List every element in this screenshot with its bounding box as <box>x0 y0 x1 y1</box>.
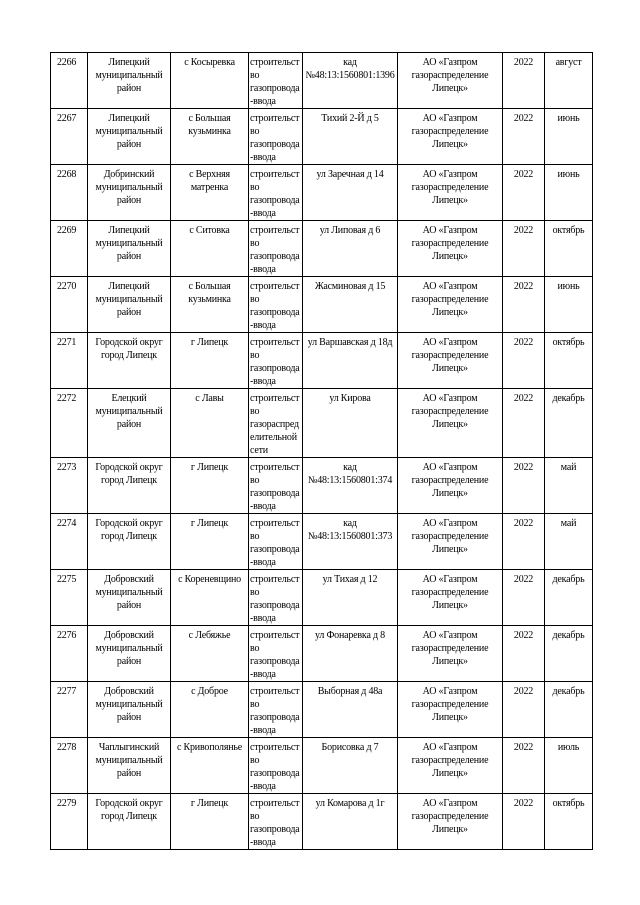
district-cell: Елецкий муниципальный район <box>88 389 171 458</box>
row-number: 2270 <box>51 277 88 333</box>
district-cell: Добровский муниципальный район <box>88 570 171 626</box>
address-cell: кад №48:13:1560801:374 <box>303 458 398 514</box>
settlement-cell: с Кореневщино <box>171 570 249 626</box>
work-cell: строительство газопровода-ввода <box>249 53 303 109</box>
district-cell: Добровский муниципальный район <box>88 682 171 738</box>
settlement-cell: г Липецк <box>171 794 249 850</box>
year-cell: 2022 <box>503 53 545 109</box>
organization-cell: АО «Газпром газораспределение Липецк» <box>398 109 503 165</box>
organization-cell: АО «Газпром газораспределение Липецк» <box>398 626 503 682</box>
table-row <box>51 277 593 333</box>
year-cell: 2022 <box>503 682 545 738</box>
address-cell: Тихий 2-Й д 5 <box>303 109 398 165</box>
month-cell: июнь <box>545 109 593 165</box>
work-cell: строительство газопровода-ввода <box>249 458 303 514</box>
organization-cell: АО «Газпром газораспределение Липецк» <box>398 277 503 333</box>
work-cell: строительство газопровода-ввода <box>249 277 303 333</box>
row-number: 2268 <box>51 165 88 221</box>
settlement-cell: с Ситовка <box>171 221 249 277</box>
work-cell: строительство газопровода-ввода <box>249 682 303 738</box>
row-number: 2276 <box>51 626 88 682</box>
settlement-cell: с Верхняя матренка <box>171 165 249 221</box>
work-cell: строительство газопровода-ввода <box>249 570 303 626</box>
table-row <box>51 514 593 570</box>
table-body <box>51 53 593 850</box>
organization-cell: АО «Газпром газораспределение Липецк» <box>398 738 503 794</box>
address-cell: ул Варшавская д 18д <box>303 333 398 389</box>
organization-cell: АО «Газпром газораспределение Липецк» <box>398 794 503 850</box>
year-cell: 2022 <box>503 570 545 626</box>
row-number: 2275 <box>51 570 88 626</box>
settlement-cell: с Кривополянье <box>171 738 249 794</box>
month-cell: декабрь <box>545 682 593 738</box>
row-number: 2273 <box>51 458 88 514</box>
district-cell: Городской округ город Липецк <box>88 333 171 389</box>
settlement-cell: с Доброе <box>171 682 249 738</box>
year-cell: 2022 <box>503 738 545 794</box>
year-cell: 2022 <box>503 165 545 221</box>
address-cell: кад №48:13:1560801:373 <box>303 514 398 570</box>
settlement-cell: г Липецк <box>171 514 249 570</box>
table-row <box>51 626 593 682</box>
month-cell: декабрь <box>545 389 593 458</box>
table-row <box>51 682 593 738</box>
year-cell: 2022 <box>503 221 545 277</box>
row-number: 2266 <box>51 53 88 109</box>
month-cell: июнь <box>545 277 593 333</box>
row-number: 2277 <box>51 682 88 738</box>
address-cell: Жасминовая д 15 <box>303 277 398 333</box>
work-cell: строительство газораспределительной сети <box>249 389 303 458</box>
district-cell: Липецкий муниципальный район <box>88 53 171 109</box>
organization-cell: АО «Газпром газораспределение Липецк» <box>398 682 503 738</box>
organization-cell: АО «Газпром газораспределение Липецк» <box>398 333 503 389</box>
year-cell: 2022 <box>503 333 545 389</box>
settlement-cell: с Большая кузьминка <box>171 109 249 165</box>
address-cell: ул Фонаревка д 8 <box>303 626 398 682</box>
month-cell: июнь <box>545 165 593 221</box>
district-cell: Городской округ город Липецк <box>88 794 171 850</box>
district-cell: Добровский муниципальный район <box>88 626 171 682</box>
organization-cell: АО «Газпром газораспределение Липецк» <box>398 458 503 514</box>
year-cell: 2022 <box>503 277 545 333</box>
month-cell: июль <box>545 738 593 794</box>
settlement-cell: г Липецк <box>171 333 249 389</box>
month-cell: октябрь <box>545 794 593 850</box>
year-cell: 2022 <box>503 389 545 458</box>
settlement-cell: с Большая кузьминка <box>171 277 249 333</box>
month-cell: октябрь <box>545 333 593 389</box>
month-cell: октябрь <box>545 221 593 277</box>
year-cell: 2022 <box>503 626 545 682</box>
table-row <box>51 221 593 277</box>
organization-cell: АО «Газпром газораспределение Липецк» <box>398 570 503 626</box>
address-cell: ул Кирова <box>303 389 398 458</box>
row-number: 2279 <box>51 794 88 850</box>
address-cell: ул Тихая д 12 <box>303 570 398 626</box>
settlement-cell: с Лебяжье <box>171 626 249 682</box>
row-number: 2267 <box>51 109 88 165</box>
district-cell: Чаплыгинский муниципальный район <box>88 738 171 794</box>
month-cell: август <box>545 53 593 109</box>
work-cell: строительство газопровода-ввода <box>249 333 303 389</box>
table-row <box>51 738 593 794</box>
row-number: 2274 <box>51 514 88 570</box>
district-cell: Городской округ город Липецк <box>88 458 171 514</box>
month-cell: май <box>545 514 593 570</box>
work-cell: строительство газопровода-ввода <box>249 738 303 794</box>
table-row <box>51 109 593 165</box>
district-cell: Липецкий муниципальный район <box>88 277 171 333</box>
settlement-cell: с Лавы <box>171 389 249 458</box>
address-cell: Выборная д 48а <box>303 682 398 738</box>
organization-cell: АО «Газпром газораспределение Липецк» <box>398 165 503 221</box>
work-cell: строительство газопровода-ввода <box>249 109 303 165</box>
table-row <box>51 570 593 626</box>
table-row <box>51 389 593 458</box>
table-row <box>51 458 593 514</box>
district-cell: Липецкий муниципальный район <box>88 221 171 277</box>
work-cell: строительство газопровода-ввода <box>249 626 303 682</box>
year-cell: 2022 <box>503 109 545 165</box>
table-row <box>51 165 593 221</box>
work-cell: строительство газопровода-ввода <box>249 165 303 221</box>
table-row <box>51 333 593 389</box>
address-cell: ул Липовая д 6 <box>303 221 398 277</box>
organization-cell: АО «Газпром газораспределение Липецк» <box>398 221 503 277</box>
month-cell: декабрь <box>545 626 593 682</box>
work-cell: строительство газопровода-ввода <box>249 794 303 850</box>
row-number: 2278 <box>51 738 88 794</box>
organization-cell: АО «Газпром газораспределение Липецк» <box>398 53 503 109</box>
district-cell: Городской округ город Липецк <box>88 514 171 570</box>
row-number: 2269 <box>51 221 88 277</box>
settlement-cell: г Липецк <box>171 458 249 514</box>
organization-cell: АО «Газпром газораспределение Липецк» <box>398 514 503 570</box>
work-cell: строительство газопровода-ввода <box>249 221 303 277</box>
organization-cell: АО «Газпром газораспределение Липецк» <box>398 389 503 458</box>
work-cell: строительство газопровода-ввода <box>249 514 303 570</box>
address-cell: Борисовка д 7 <box>303 738 398 794</box>
table-row <box>51 794 593 850</box>
address-cell: ул Заречная д 14 <box>303 165 398 221</box>
district-cell: Липецкий муниципальный район <box>88 109 171 165</box>
month-cell: май <box>545 458 593 514</box>
month-cell: декабрь <box>545 570 593 626</box>
gasification-table <box>50 52 593 850</box>
district-cell: Добринский муниципальный район <box>88 165 171 221</box>
year-cell: 2022 <box>503 458 545 514</box>
address-cell: ул Комарова д 1г <box>303 794 398 850</box>
row-number: 2271 <box>51 333 88 389</box>
address-cell: кад №48:13:1560801:1396 <box>303 53 398 109</box>
year-cell: 2022 <box>503 514 545 570</box>
row-number: 2272 <box>51 389 88 458</box>
settlement-cell: с Косыревка <box>171 53 249 109</box>
table-row <box>51 53 593 109</box>
year-cell: 2022 <box>503 794 545 850</box>
